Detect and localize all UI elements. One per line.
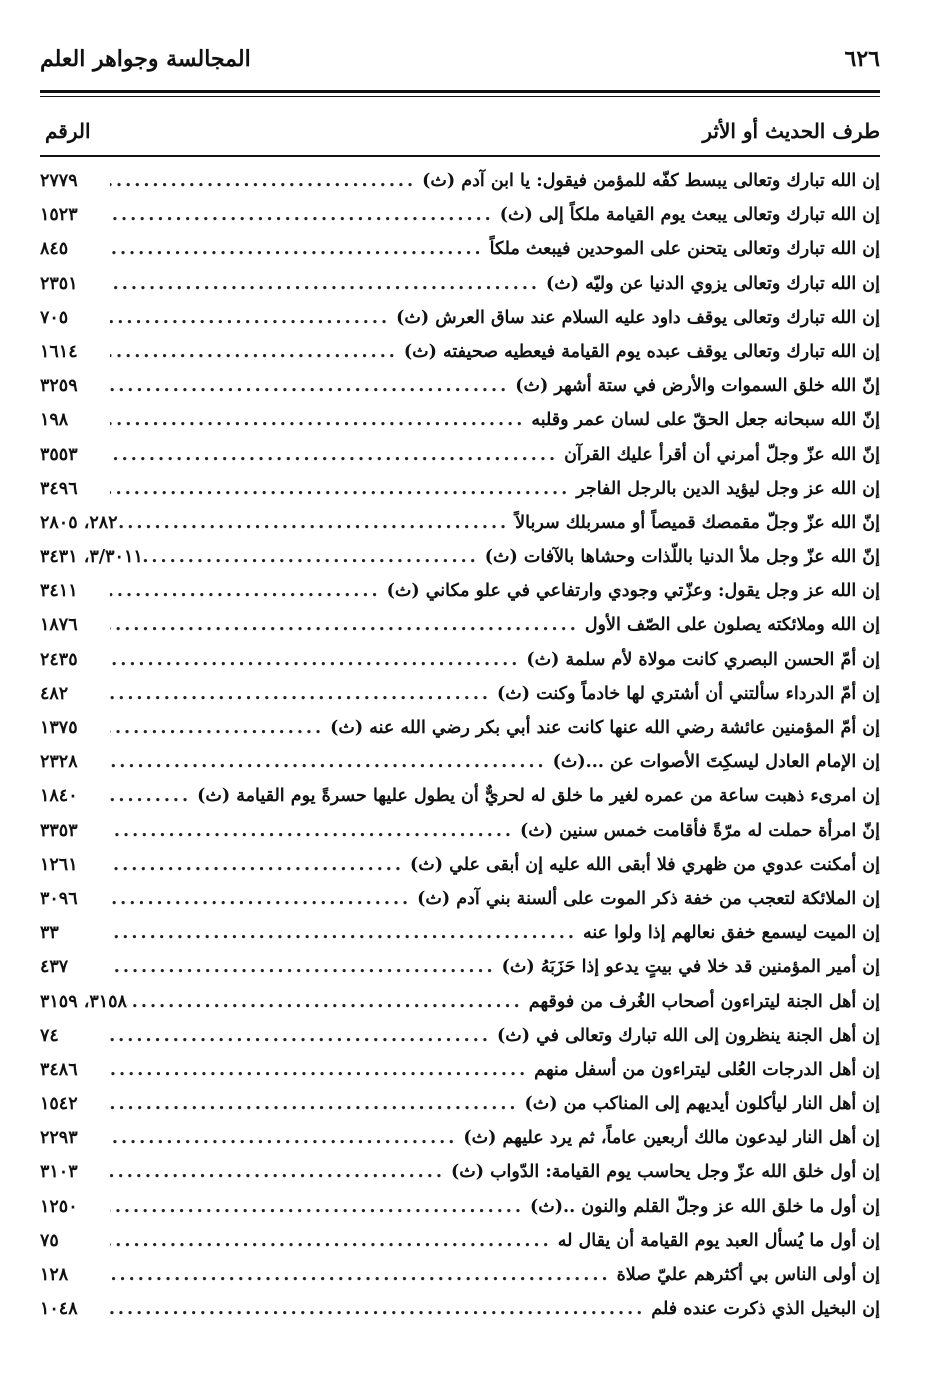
- index-entry: [40, 786, 880, 820]
- entry-ref-number: ١٢٥٠: [40, 1196, 78, 1217]
- entry-text: إنّ الله عزّ وجلّ أمرني أن أقرأ عليك القرآن: [564, 444, 880, 465]
- index-entry: [40, 1265, 880, 1299]
- entry-text: إن أهل النار ليدعون مالك أربعين عاماً، ثم يرد عليهم (ث): [463, 1128, 880, 1149]
- entry-ref-number: ١٥٢٣: [40, 205, 78, 226]
- index-entry: [40, 274, 880, 308]
- entry-ref-number: ١٢٦١: [40, 854, 78, 875]
- entry-ref-number: ٧٠٥: [40, 307, 69, 328]
- index-entry: [40, 718, 880, 752]
- column-header-rule: [40, 155, 880, 157]
- entry-ref-number: ٤٨٢: [40, 683, 69, 704]
- dot-leader: [110, 957, 502, 977]
- column-header-number: الرقم: [45, 119, 91, 143]
- dot-leader: [110, 1094, 525, 1114]
- dot-leader: [110, 342, 404, 362]
- entry-text: إن الله عز وجل ليؤيد الدين بالرجل الفاجر: [576, 478, 880, 499]
- column-headers: [40, 97, 880, 155]
- entry-text: إنّ الله سبحانه جعل الحقّ على لسان عمر وقلبه: [531, 410, 880, 431]
- index-entry: [40, 615, 880, 649]
- index-entry: [40, 308, 880, 342]
- dot-leader: [110, 1197, 530, 1217]
- index-entry: [40, 410, 880, 444]
- dot-leader: [143, 547, 485, 567]
- entry-ref-number: ١٩٨: [40, 410, 69, 431]
- dot-leader: [110, 1162, 451, 1182]
- entry-ref-number: ٣٤٨٦: [40, 1059, 78, 1080]
- entry-ref-number: ٢٤٣٥: [40, 649, 78, 670]
- entry-text: إن أهل الجنة ينظرون إلى الله تبارك وتعالى في (ث): [496, 1025, 880, 1046]
- index-entry: [40, 479, 880, 513]
- entry-text: إنّ الله خلق السموات والأرض في ستة أشهر (ث): [515, 376, 880, 397]
- entry-text: إن أول خلق الله عزّ وجل يحاسب يوم القيامة: الدّواب (ث): [450, 1162, 880, 1183]
- dot-leader: [110, 889, 417, 909]
- entry-text: إن أول ما خلق الله عز وجلّ القلم والنون ..(ث): [530, 1196, 880, 1217]
- dot-leader: [110, 445, 564, 465]
- dot-leader: [110, 1128, 463, 1148]
- entry-ref-number: ٢٨٢، ٢٨٠٥: [40, 512, 118, 533]
- book-title: المجالسة وجواهر العلم: [40, 46, 251, 72]
- index-entry: [40, 513, 880, 547]
- index-entry: [40, 1094, 880, 1128]
- index-entry: [40, 1026, 880, 1060]
- entry-ref-number: ٣٠٩٦: [40, 888, 78, 909]
- index-entry: [40, 1231, 880, 1265]
- index-entry: [40, 923, 880, 957]
- index-entry: [40, 684, 880, 718]
- index-entry: [40, 1162, 880, 1196]
- entry-text: إنّ الله عزّ وجلّ مقمصك قميصاً أو مسربلك سربالاً: [515, 512, 880, 533]
- entry-text: إنّ الله عزّ وجل ملأ الدنيا باللّذات وحشاها بالآفات (ث): [484, 547, 880, 568]
- dot-leader: [110, 376, 515, 396]
- entry-ref-number: ٣١٥٨، ٣١٥٩: [40, 991, 127, 1012]
- entry-text: إن الله تبارك وتعالى يزوي الدنيا عن وليّه (ث): [546, 273, 880, 294]
- entry-ref-number: ٣٣: [40, 923, 59, 944]
- dot-leader: [110, 205, 500, 225]
- entry-text: إن الله عز وجل يقول: وعزّتي وجودي وارتفاعي في علو مكاني (ث): [386, 581, 880, 602]
- entry-text: إن البخيل الذي ذكرت عنده فلم: [651, 1299, 880, 1320]
- index-entry: [40, 239, 880, 273]
- dot-leader: [110, 718, 330, 738]
- entry-ref-number: ٨٤٥: [40, 239, 69, 260]
- entry-text: إن أهل الدرجات العُلى ليتراءون من أسفل منهم: [534, 1059, 880, 1080]
- entry-text: إن الإمام العادل ليسكِتَ الأصوات عن ...(ث): [552, 752, 880, 773]
- entry-text: إن الله تبارك وتعالى يوقف عبده يوم القيامة فيعطيه صحيفته (ث): [403, 341, 880, 362]
- entry-text: إن أهل النار ليأكلون أيديهم إلى المناكب من (ث): [524, 1094, 880, 1115]
- entry-ref-number: ٢٢٩٣: [40, 1128, 78, 1149]
- entry-text: إن أمير المؤمنين قد خلا في بيتٍ يدعو إذا حَزَبَهُ (ث): [501, 957, 880, 978]
- index-entry: [40, 376, 880, 410]
- dot-leader: [110, 1265, 617, 1285]
- dot-leader: [110, 1299, 651, 1319]
- entry-ref-number: ٢٣٥١: [40, 273, 78, 294]
- entry-ref-number: ٣٢٥٩: [40, 376, 78, 397]
- dot-leader: [110, 752, 553, 772]
- entry-ref-number: ٣٣٥٣: [40, 820, 78, 841]
- entry-text: إن الملائكة لتعجب من خفة ذكر الموت على ألسنة بني آدم (ث): [417, 888, 880, 909]
- entry-text: إن أولى الناس بي أكثرهم عليّ صلاة: [616, 1265, 880, 1285]
- entry-text: إن الله تبارك وتعالى يبسط كفّه للمؤمن فيقول: يا ابن آدم (ث): [422, 171, 880, 191]
- dot-leader: [110, 1231, 558, 1251]
- entry-ref-number: ٣٥٥٣: [40, 444, 78, 465]
- entry-text: إن أمّ الحسن البصري كانت مولاة لأم سلمة (ث): [526, 649, 880, 670]
- dot-leader: [110, 308, 396, 328]
- entry-ref-number: ١٠٤٨: [40, 1299, 78, 1320]
- entry-ref-number: ٧٤: [40, 1025, 59, 1046]
- entry-text: إن الله تبارك وتعالى يبعث يوم القيامة ملكاً إلى (ث): [499, 205, 880, 226]
- index-entry: [40, 1060, 880, 1094]
- dot-leader: [110, 855, 410, 875]
- index-entry: [40, 1299, 880, 1333]
- entry-ref-number: ٣٤١١: [40, 581, 78, 602]
- entry-ref-number: ٢٣٢٨: [40, 752, 78, 773]
- index-entry: [40, 581, 880, 615]
- dot-leader: [110, 581, 387, 601]
- dot-leader: [110, 1060, 534, 1080]
- index-entry: [40, 547, 880, 581]
- entry-ref-number: ١٥٤٢: [40, 1094, 78, 1115]
- dot-leader: [110, 274, 546, 294]
- running-head: [40, 40, 880, 90]
- index-entry: [40, 752, 880, 786]
- index-entry: [40, 957, 880, 991]
- entry-text: إن أمّ الدرداء سألتني أن أشتري لها خادماً وكنت (ث): [497, 683, 880, 704]
- index-entry: [40, 855, 880, 889]
- entry-ref-number: ٣/٣٠١١، ٣٤٣١: [40, 547, 143, 568]
- index-entry: [40, 992, 880, 1026]
- index-entry: [40, 171, 880, 205]
- index-entry: [40, 1197, 880, 1231]
- dot-leader: [110, 171, 422, 191]
- entry-text: إن أمكنت عدوي من ظهري فلا أبقى الله عليه إن أبقى علي (ث): [410, 854, 880, 875]
- index-entry: [40, 445, 880, 479]
- index-entry: [40, 889, 880, 923]
- dot-leader: [110, 239, 490, 259]
- entry-text: إن أمّ المؤمنين عائشة رضي الله عنها كانت عند أبي بكر رضي الله عنه (ث): [330, 718, 880, 738]
- entry-ref-number: ٣٤٩٦: [40, 478, 78, 499]
- dot-leader: [110, 1026, 497, 1046]
- entry-ref-number: ٧٥: [40, 1230, 59, 1251]
- dot-leader: [110, 479, 576, 499]
- entry-ref-number: ٣١٠٣: [40, 1162, 78, 1183]
- index-entry: [40, 205, 880, 239]
- entry-text: إن أول ما يُسأل العبد يوم القيامة أن يقال له: [557, 1230, 880, 1251]
- entry-ref-number: ١٣٧٥: [40, 718, 78, 738]
- dot-leader: [118, 513, 516, 533]
- index-entry: [40, 650, 880, 684]
- entry-text: إن امرىء ذهبت ساعة من عمره لغير ما خلق له لحريٌّ أن يطول عليها حسرةً يوم القيامة (ث): [197, 786, 880, 807]
- page-number: ٦٢٦: [844, 46, 880, 72]
- entry-text: إنّ امرأة حملت له مرّةً فأقامت خمس سنين (ث): [520, 820, 880, 841]
- index-entry: [40, 821, 880, 855]
- entry-text: إن الله وملائكته يصلون على الصّف الأول: [584, 615, 880, 636]
- entry-text: إن أهل الجنة ليتراءون أصحاب الغُرف من فوقهم: [528, 991, 880, 1012]
- index-page: [40, 40, 880, 1333]
- dot-leader: [110, 821, 520, 841]
- entry-ref-number: ١٢٨: [40, 1265, 69, 1285]
- dot-leader: [110, 650, 526, 670]
- dot-leader: [110, 615, 585, 635]
- dot-leader: [110, 684, 497, 704]
- column-header-text: طرف الحديث أو الأثر: [702, 119, 880, 143]
- entry-ref-number: ١٨٤٠: [40, 786, 78, 807]
- entry-ref-number: ١٨٧٦: [40, 615, 78, 636]
- dot-leader: [110, 923, 583, 943]
- entry-text: إن الميت ليسمع خفق نعالهم إذا ولوا عنه: [582, 923, 880, 944]
- index-entry: [40, 1128, 880, 1162]
- entry-ref-number: ٢٧٧٩: [40, 171, 78, 191]
- dot-leader: [127, 992, 529, 1012]
- dot-leader: [110, 410, 531, 430]
- entry-text: إن الله تبارك وتعالى يتحنن على الموحدين فيبعث ملكاً: [489, 239, 880, 260]
- entry-text: إن الله تبارك وتعالى يوقف داود عليه السلام عند ساق العرش (ث): [396, 307, 880, 328]
- entry-ref-number: ٤٣٧: [40, 957, 69, 978]
- index-entry: [40, 342, 880, 376]
- dot-leader: [110, 786, 197, 806]
- entry-ref-number: ١٦١٤: [40, 341, 78, 362]
- index-entries: [40, 171, 880, 1333]
